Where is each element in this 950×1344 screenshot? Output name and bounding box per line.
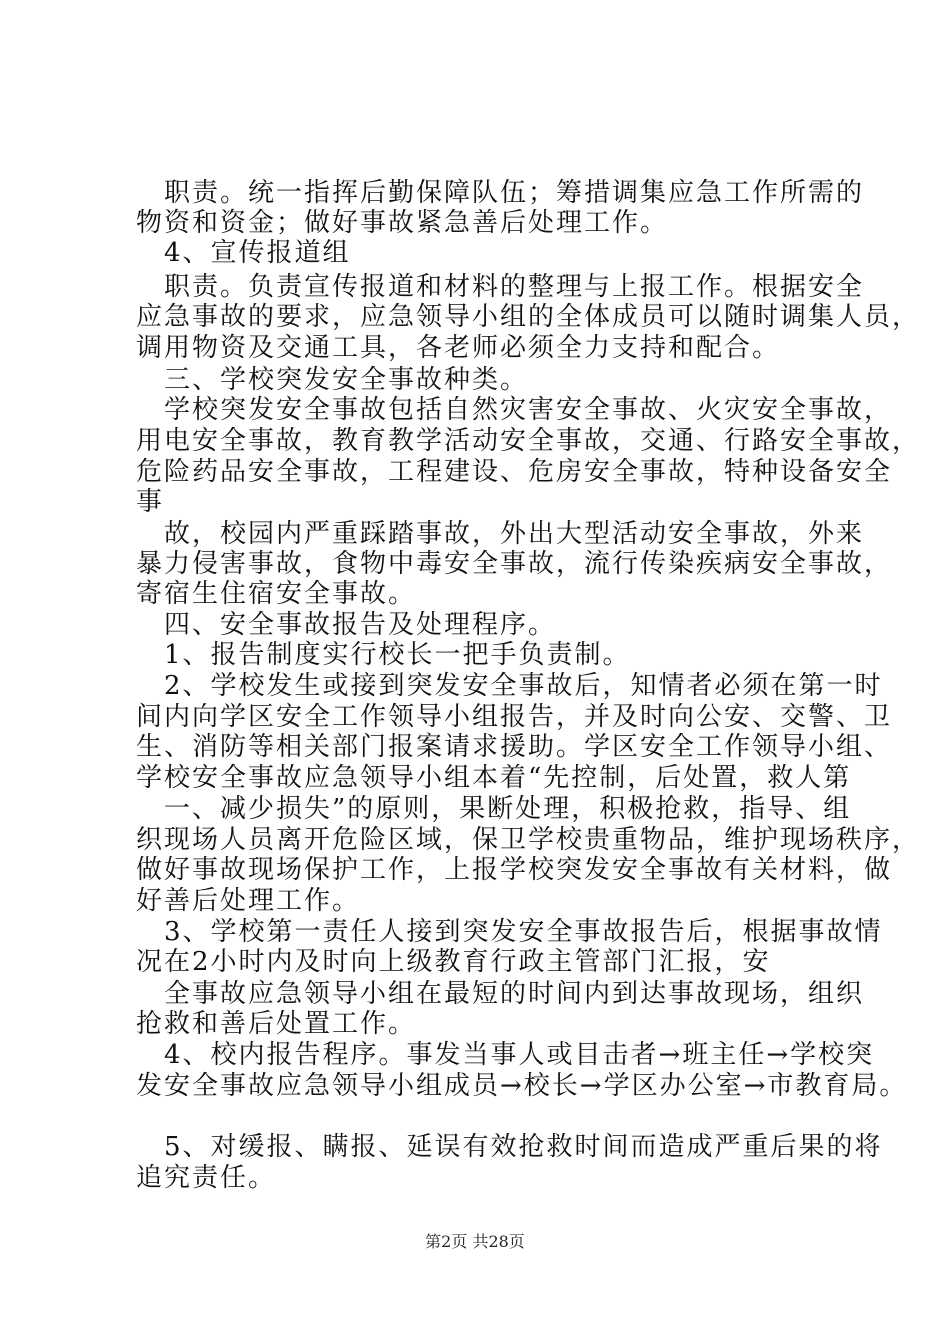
text-line: 学校突发安全事故包括自然灾害安全事故、火灾安全事故， xyxy=(136,395,893,425)
text-line: 全事故应急领导小组在最短的时间内到达事故现场，组织 xyxy=(136,979,865,1009)
text-line: 3、学校第一责任人接到突发安全事故报告后，根据事故情 xyxy=(136,917,883,947)
text-line: 1、报告制度实行校长一把手负责制。 xyxy=(136,640,631,670)
text-line: 好善后处理工作。 xyxy=(136,886,361,916)
text-line: 学校安全事故应急领导小组本着“先控制，后处置，救人第 xyxy=(136,763,852,793)
text-line: 抢救和善后处置工作。 xyxy=(136,1009,417,1039)
text-line: 应急事故的要求，应急领导小组的全体成员可以随时调集人员， xyxy=(136,302,921,332)
text-line: 追究责任。 xyxy=(136,1163,277,1193)
text-line: 一、减少损失”的原则，果断处理，积极抢救，指导、组 xyxy=(136,794,852,824)
text-line: 4、校内报告程序。事发当事人或目击者→班主任→学校突 xyxy=(136,1040,875,1070)
text-line: 职责。负责宣传报道和材料的整理与上报工作。根据安全 xyxy=(136,272,865,302)
text-line: 2、学校发生或接到突发安全事故后，知情者必须在第一时 xyxy=(136,671,883,701)
text-line: 做好事故现场保护工作，上报学校突发安全事故有关材料，做 xyxy=(136,855,893,885)
text-line: 危险药品安全事故，工程建设、危房安全事故，特种设备安全 xyxy=(136,457,893,487)
text-line: 4、宣传报道组 xyxy=(136,238,351,268)
text-line: 5、对缓报、瞒报、延误有效抢救时间而造成严重后果的将 xyxy=(136,1132,883,1162)
text-line: 织现场人员离开危险区域，保卫学校贵重物品，维护现场秩序， xyxy=(136,825,921,855)
text-line: 物资和资金；做好事故紧急善后处理工作。 xyxy=(136,208,669,238)
text-line: 四、安全事故报告及处理程序。 xyxy=(136,610,557,640)
text-line: 寄宿生住宿安全事故。 xyxy=(136,579,417,609)
page-number-footer: 第2页 共28页 xyxy=(425,1232,525,1251)
text-line: 生、消防等相关部门报案请求援助。学区安全工作领导小组、 xyxy=(136,732,893,762)
text-line: 况在2小时内及时向上级教育行政主管部门汇报，安 xyxy=(136,947,771,977)
text-line: 故，校园内严重踩踏事故，外出大型活动安全事故，外来 xyxy=(136,519,865,549)
text-line: 用电安全事故，教育教学活动安全事故，交通、行路安全事故， xyxy=(136,426,921,456)
text-line: 事 xyxy=(136,487,165,517)
text-line: 调用物资及交通工具，各老师必须全力支持和配合。 xyxy=(136,333,781,363)
text-line: 职责。统一指挥后勤保障队伍；筹措调集应急工作所需的 xyxy=(136,178,865,208)
text-line: 发安全事故应急领导小组成员→校长→学区办公室→市教育局。 xyxy=(136,1071,908,1101)
text-line: 暴力侵害事故，食物中毒安全事故，流行传染疾病安全事故， xyxy=(136,549,893,579)
text-line: 间内向学区安全工作领导小组报告，并及时向公安、交警、卫 xyxy=(136,702,893,732)
text-line: 三、学校突发安全事故种类。 xyxy=(136,365,529,395)
